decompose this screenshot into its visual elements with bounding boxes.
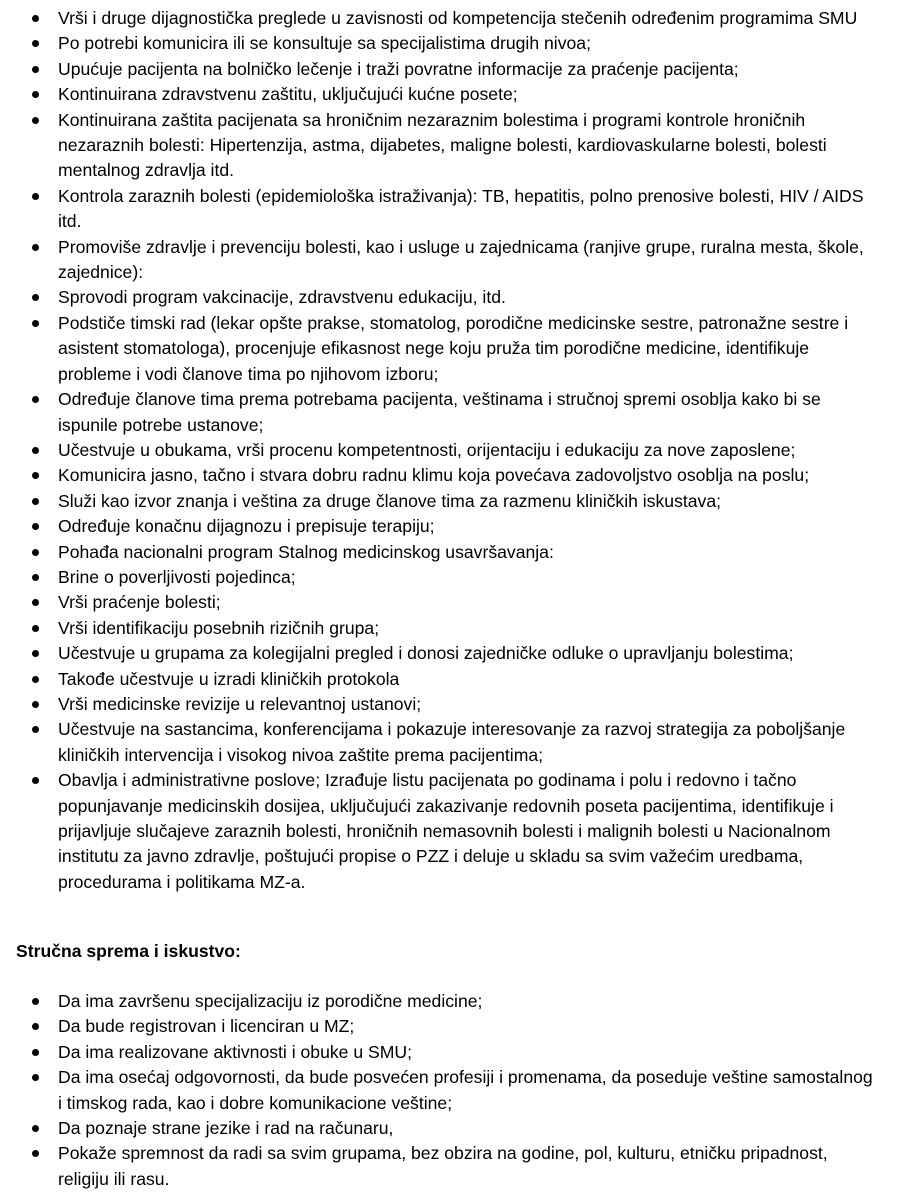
bullet-icon xyxy=(32,676,39,683)
list-item-text: Da ima realizovane aktivnosti i obuke u SMU; xyxy=(58,1041,412,1062)
bullet-icon xyxy=(32,1074,39,1081)
list-item xyxy=(0,311,900,387)
bullet-icon xyxy=(32,1049,39,1056)
list-item-text: Učestvuje u obukama, vrši procenu kompetentnosti, orijentaciju i edukaciju za nove zaposlene; xyxy=(58,439,796,460)
list-item xyxy=(0,590,900,615)
list-item xyxy=(0,540,900,565)
list-item xyxy=(0,438,900,463)
list-item-text: Određuje konačnu dijagnozu i prepisuje terapiju; xyxy=(58,516,435,537)
list-item-text: Određuje članove tima prema potrebama pacijenta, veštinama i stručnoj spremi osoblja kako bi se ispunile potrebe ustanove; xyxy=(58,389,821,435)
bullet-icon xyxy=(32,193,39,200)
bullet-icon xyxy=(32,294,39,301)
bullet-icon xyxy=(32,549,39,556)
list-item xyxy=(0,565,900,590)
list-item xyxy=(0,768,900,895)
list-item-text: Kontinuirana zaštita pacijenata sa hroničnim nezaraznim bolestima i programi kontrole hroničnih nezaraznih bolesti: Hipertenzija, astma, dijabetes, maligne bolesti, kardiovaskularne bolesti, bolesti mentalnog zdravlja itd. xyxy=(58,109,827,181)
bullet-icon xyxy=(32,650,39,657)
list-item-text: Vrši praćenje bolesti; xyxy=(58,592,221,613)
list-item-text: Pohađa nacionalni program Stalnog medicinskog usavršavanja: xyxy=(58,541,554,562)
list-item-text: Da poznaje strane jezike i rad na računaru, xyxy=(58,1118,394,1139)
list-item-text: Učestvuje na sastancima, konferencijama i pokazuje interesovanje za razvoj strategija za poboljšanje kliničkih intervencija i visokog nivoa zaštite prema pacijentima; xyxy=(58,719,846,765)
list-item xyxy=(0,6,900,31)
bullet-icon xyxy=(32,15,39,22)
list-item-text: Komunicira jasno, tačno i stvara dobru radnu klimu koja povećava zadovoljstvo osoblja na poslu; xyxy=(58,465,810,486)
bullet-icon xyxy=(32,66,39,73)
list-item-text: Upućuje pacijenta na bolničko lečenje i traži povratne informacije za praćenje pacijenta; xyxy=(58,58,739,79)
list-item-text: Takođe učestvuje u izradi kliničkih protokola xyxy=(58,668,400,689)
bullet-icon xyxy=(32,998,39,1005)
bullet-icon xyxy=(32,1125,39,1132)
list-item xyxy=(0,692,900,717)
qualifications-list xyxy=(0,989,900,1192)
bullet-icon xyxy=(32,498,39,505)
bullet-icon xyxy=(32,117,39,124)
bullet-icon xyxy=(32,396,39,403)
section-heading: Stručna sprema i iskustvo: xyxy=(16,941,241,961)
list-item xyxy=(0,387,900,438)
bullet-icon xyxy=(32,244,39,251)
list-item-text: Da ima završenu specijalizaciju iz porodične medicine; xyxy=(58,991,483,1011)
list-item xyxy=(0,489,900,514)
list-item xyxy=(0,31,900,56)
list-item-text: Služi kao izvor znanja i veština za druge članove tima za razmenu kliničkih iskustava; xyxy=(58,490,722,511)
list-item xyxy=(0,1116,900,1141)
list-item xyxy=(0,108,900,184)
list-item xyxy=(0,1040,900,1065)
list-item xyxy=(0,57,900,82)
list-item xyxy=(0,1014,900,1039)
bullet-icon xyxy=(32,574,39,581)
list-item xyxy=(0,989,900,1014)
list-item xyxy=(0,641,900,666)
list-item-text: Vrši identifikaciju posebnih rizičnih grupa; xyxy=(58,617,380,638)
bullet-icon xyxy=(32,40,39,47)
list-item-text: Podstiče timski rad (lekar opšte prakse, stomatolog, porodične medicinske sestre, patronažne sestre i asistent stomatologa), procenjuje efikasnost nege koju pruža tim porodične medicine, identifikuje probleme i vodi članove tima po njihovom izboru; xyxy=(58,312,849,384)
list-item xyxy=(0,616,900,641)
bullet-icon xyxy=(32,1150,39,1157)
list-item xyxy=(0,463,900,488)
list-item xyxy=(0,717,900,768)
list-item-text: Da bude registrovan i licenciran u MZ; xyxy=(58,1016,355,1037)
list-item-text: Po potrebi komunicira ili se konsultuje sa specijalistima drugih nivoa; xyxy=(58,33,591,54)
bullet-icon xyxy=(32,91,39,98)
bullet-icon xyxy=(32,523,39,530)
list-item-text: Obavlja i administrativne poslove; Izrađuje listu pacijenata po godinama i polu i redovno i tačno popunjavanje medicinskih dosijea, uključujući zakazivanje redovnih poseta pacijentima, identifikuje i prijavljuje slučajeve zaraznih bolesti, hroničnih nemasovnih bolesti i malignih bolesti u Nacionalnom institutu za javno zdravlje, poštujući propise o PZZ i deluje u skladu sa svim važećim uredbama, procedurama i politikama MZ-a. xyxy=(58,770,834,892)
list-item xyxy=(0,235,900,286)
bullet-icon xyxy=(32,447,39,454)
list-item-text: Sprovodi program vakcinacije, zdravstvenu edukaciju, itd. xyxy=(58,287,506,308)
bullet-icon xyxy=(32,1023,39,1030)
bullet-icon xyxy=(32,320,39,327)
bullet-icon xyxy=(32,701,39,708)
bullet-icon xyxy=(32,726,39,733)
list-item-text: Da ima osećaj odgovornosti, da bude posvećen profesiji i promenama, da poseduje veštine samostalnog i timskog rada, kao i dobre komunikacione veštine; xyxy=(58,1067,873,1113)
list-item xyxy=(0,82,900,107)
bullet-icon xyxy=(32,472,39,479)
list-item-text: Kontinuirana zdravstvenu zaštitu, uključujući kućne posete; xyxy=(58,84,518,105)
list-item-text: Promoviše zdravlje i prevenciju bolesti, kao i usluge u zajednicama (ranjive grupe, ruralna mesta, škole, zajednice): xyxy=(58,236,864,283)
bullet-icon xyxy=(32,599,39,606)
list-item-text: Brine o poverljivosti pojedinca; xyxy=(58,566,296,587)
list-item-text: Učestvuje u grupama za kolegijalni pregled i donosi zajedničke odluke o upravljanju bolestima; xyxy=(58,643,794,664)
bullet-icon xyxy=(32,625,39,632)
duties-list xyxy=(0,6,900,895)
list-item-text: Vrši i druge dijagnostička preglede u zavisnosti od kompetencija stečenih određenim programima SMU xyxy=(58,8,858,28)
list-item-text: Pokaže spremnost da radi sa svim grupama, bez obzira na godine, pol, kulturu, etničku pripadnost, religiju ili rasu. xyxy=(58,1143,828,1189)
list-item-text: Kontrola zaraznih bolesti (epidemiološka istraživanja): TB, hepatitis, polno prenosive bolesti, HIV / AIDS itd. xyxy=(58,185,864,232)
list-item xyxy=(0,667,900,692)
list-item xyxy=(0,1065,900,1116)
bullet-icon xyxy=(32,777,39,784)
list-item xyxy=(0,1141,900,1192)
list-item xyxy=(0,514,900,539)
list-item xyxy=(0,285,900,310)
list-item-text: Vrši medicinske revizije u relevantnoj ustanovi; xyxy=(58,693,422,714)
list-item xyxy=(0,184,900,235)
